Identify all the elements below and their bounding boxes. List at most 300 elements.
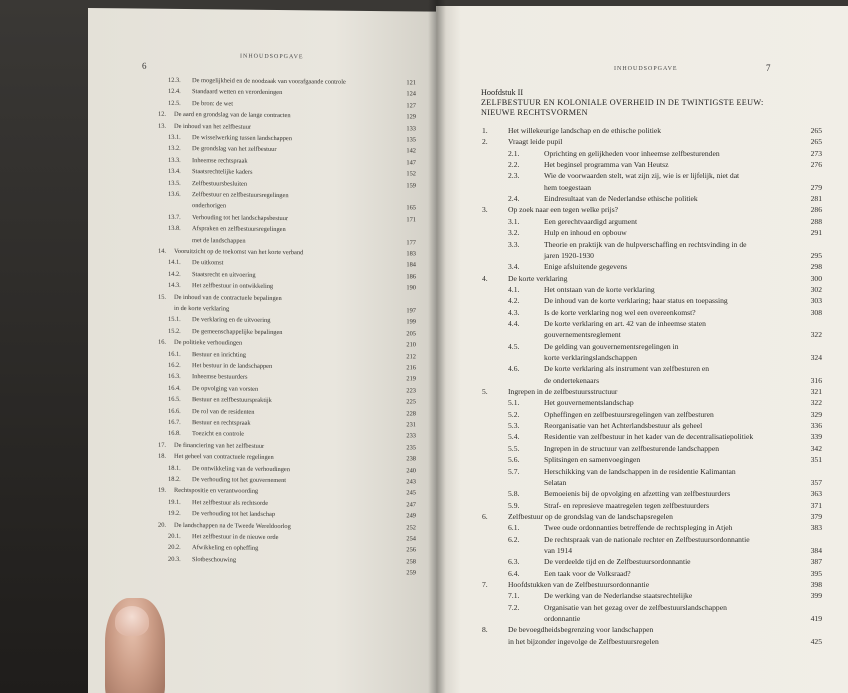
toc-entry-page: 127: [406, 102, 416, 110]
toc-entry-page: 159: [406, 181, 416, 190]
toc-entry-title: Het zelfbestuur als rechtsorde: [192, 498, 269, 507]
toc-entry-page: 259: [406, 569, 416, 577]
toc-entry-number: 7.2.: [508, 602, 520, 612]
toc-entry: [482, 160, 822, 171]
toc-entry-title: Hulp en inhoud en opbouw: [544, 228, 627, 238]
toc-entry: [482, 251, 822, 262]
toc-entry-page: 329: [810, 409, 822, 419]
toc-entry-number: 15.1.: [168, 316, 181, 324]
toc-entry-page: 395: [810, 568, 822, 578]
toc-entry-page: 252: [406, 523, 416, 532]
toc-entry-page: 256: [406, 546, 416, 554]
toc-entry-page: 205: [406, 330, 416, 338]
toc-entry-title: Bestuur en inrichting: [192, 350, 246, 359]
toc-entry-page: 279: [810, 182, 822, 192]
toc-entry-page: 190: [406, 284, 416, 292]
toc-entry: [482, 228, 822, 239]
toc-entry-number: 5.4.: [508, 432, 520, 442]
toc-entry-title: Het willekeurige landschap en de ethische politiek: [508, 126, 662, 135]
toc-entry-number: 19.2.: [168, 510, 181, 518]
toc-entry: [482, 637, 822, 648]
toc-entry-title: Hoofdstukken van de Zelfbestuursordonnantie: [508, 580, 650, 589]
toc-entry-title: De korte verklaring: [508, 273, 568, 283]
toc-entry-title: Staatsrechtelijke kaders: [192, 168, 253, 176]
toc-entry-number: 16.2.: [168, 361, 181, 369]
toc-entry-page: 384: [810, 545, 822, 555]
toc-entry-number: 14.2.: [168, 270, 181, 278]
toc-entry-page: 245: [406, 489, 416, 497]
toc-entry-title: Het geheel van contractuele regelingen: [174, 453, 274, 462]
toc-entry-number: 5.2.: [508, 409, 520, 419]
chapter-heading: [481, 88, 764, 118]
toc-entry-number: 2.: [482, 137, 488, 147]
toc-entry: [482, 625, 822, 636]
toc-entry-number: 17.: [158, 441, 166, 449]
toc-entry: [482, 580, 822, 591]
toc-entry: [482, 205, 822, 216]
toc-entry-title: De inhoud van de korte verklaring; haar status en toepassing: [544, 296, 728, 306]
toc-entry-page: 273: [810, 148, 822, 158]
toc-entry-number: 16.7.: [168, 418, 181, 426]
toc-entry-title: gouvernementsreglement: [544, 330, 621, 340]
toc-entry-page: 135: [406, 136, 416, 144]
toc-entry-title: Reorganisatie van het Achterlandsbestuur als geheel: [544, 421, 703, 431]
toc-entry: [482, 455, 822, 466]
toc-entry-title: Inheemse bestuurders: [192, 373, 248, 382]
toc-entry-page: 225: [406, 398, 416, 406]
toc-entry-number: 7.: [482, 580, 488, 589]
toc-entry-page: 339: [810, 432, 822, 442]
toc-entry: [482, 274, 822, 285]
toc-entry: [482, 319, 822, 330]
toc-entry-page: 316: [810, 375, 822, 385]
toc-entry-number: 13.1.: [168, 133, 181, 141]
toc-entry-title: De korte verklaring als instrument van zelfbesturen en: [544, 364, 710, 374]
toc-entry-number: 13.: [158, 122, 166, 130]
toc-entry-title: Zelfbestuur en zelfbestuursregelingen: [192, 191, 289, 200]
toc-entry-title: jaren 1920-1930: [544, 250, 594, 260]
toc-entry-title: in de korte verklaring: [174, 304, 230, 313]
toc-entry-number: 3.4.: [508, 262, 520, 272]
toc-entry-number: 3.1.: [508, 216, 520, 226]
toc-entry-number: 1.: [482, 126, 488, 135]
toc-entry-title: De werking van de Nederlandse staatsrechtelijke: [544, 591, 693, 601]
toc-entry-title: Opheffingen en zelfbestuursregelingen van zelfbesturen: [544, 409, 714, 419]
toc-entry: [482, 546, 822, 557]
toc-entry-page: 425: [810, 636, 822, 646]
toc-entry-number: 2.4.: [508, 194, 520, 204]
toc-entry: [158, 567, 416, 581]
toc-entry: [482, 353, 822, 364]
toc-entry-page: 152: [406, 170, 416, 178]
toc-entry-title: Afspraken en zelfbestuursregelingen: [192, 225, 286, 234]
toc-entry-title: Bestuur en zelfbestuurspraktijk: [192, 396, 272, 405]
toc-entry-page: 288: [810, 216, 822, 226]
toc-entry-page: 387: [810, 557, 822, 567]
toc-entry-number: 16.3.: [168, 373, 181, 381]
toc-entry-page: 186: [406, 273, 416, 281]
toc-entry-title: De verhouding tot het gouvernement: [192, 476, 287, 485]
toc-entry-title: Organisatie van het gezag over de zelfbestuurslandschappen: [544, 602, 727, 612]
toc-entry-title: Wie de voorwaarden stelt, wat zijn zij, wie is er lijfelijk, niet dat: [544, 171, 740, 181]
toc-entry-title: Bestuur en rechtspraak: [192, 419, 251, 427]
toc-entry-title: Theorie en praktijk van de hulpverschaffing en rechtsvinding in de: [544, 239, 747, 249]
toc-entry-title: Het gouvernementslandschap: [544, 398, 634, 408]
toc-entry-number: 12.3.: [168, 76, 181, 84]
toc-entry-page: 281: [810, 194, 822, 204]
toc-entry-title: Op zoek naar een tegen welke prijs?: [508, 205, 619, 215]
toc-entry-number: 15.2.: [168, 327, 181, 335]
toc-entry-title: Eindresultaat van de Nederlandse ethische politiek: [544, 194, 698, 204]
toc-entry-title: Residentie van zelfbestuur in het kader van de decentralisatiepolitiek: [544, 432, 754, 442]
toc-entry-number: 13.5.: [168, 179, 181, 187]
toc-entry-number: 2.1.: [508, 148, 520, 158]
toc-entry-title: Het ontstaan van de korte verklaring: [544, 284, 655, 294]
toc-entry-number: 5.9.: [508, 500, 520, 510]
toc-entry-page: 223: [406, 387, 416, 395]
toc-entry-title: De bron: de wet: [192, 99, 233, 108]
toc-entry-page: 419: [810, 614, 822, 624]
right-page: [436, 6, 848, 693]
toc-entry-number: 18.2.: [168, 475, 181, 483]
toc-entry-page: 300: [810, 273, 822, 283]
toc-entry-page: 133: [406, 124, 416, 133]
toc-entry-page: 298: [810, 262, 822, 272]
toc-entry: [482, 126, 822, 137]
toc-entry-page: 379: [810, 511, 822, 521]
toc-entry-title: De financiering van het zelfbestuur: [174, 441, 265, 450]
toc-entry-page: 258: [406, 558, 416, 566]
toc-entry-number: 3.3.: [508, 239, 520, 249]
toc-entry-page: 231: [406, 421, 416, 429]
toc-entry-number: 20.: [158, 521, 166, 529]
toc-entry-title: Staatsrecht en uitvoering: [192, 270, 256, 279]
toc-entry-page: 399: [810, 591, 822, 601]
toc-entry-page: 254: [406, 535, 416, 543]
toc-entry-number: 4.2.: [508, 296, 520, 306]
toc-entry-title: Straf- en represieve maatregelen tegen zelfbestuurders: [544, 500, 710, 510]
toc-entry: [482, 296, 822, 307]
toc-entry-title: onderhorigen: [192, 202, 227, 210]
toc-entry-page: 142: [406, 147, 416, 155]
toc-entry-page: 322: [810, 330, 822, 340]
toc-entry-title: Slotbeschouwing: [192, 555, 237, 564]
toc-entry-title: Inheemse rechtspraak: [192, 156, 248, 165]
toc-entry-number: 4.6.: [508, 364, 520, 374]
toc-entry-title: De inhoud van het zelfbestuur: [174, 122, 252, 131]
toc-entry: [482, 137, 822, 148]
toc-entry-number: 15.: [158, 293, 166, 301]
toc-entry-page: 303: [810, 296, 822, 306]
toc-entry-page: 342: [810, 443, 822, 453]
toc-entry-number: 12.4.: [168, 88, 181, 96]
toc-entry-number: 7.1.: [508, 591, 520, 601]
toc-entry-title: Een gerechtvaardigd argument: [544, 216, 638, 226]
toc-entry-title: de ondertekenaars: [544, 375, 600, 385]
toc-entry-number: 19.1.: [168, 498, 181, 506]
toc-entry-number: 3.: [482, 205, 488, 215]
toc-entry-title: De gelding van gouvernementsregelingen in: [544, 341, 679, 351]
chapter-title-line-1: ZELFBESTUUR EN KOLONIALE OVERHEID IN DE TWINTIGSTE EEUW:: [481, 98, 764, 107]
toc-entry-page: 177: [406, 238, 416, 247]
toc-entry-title: De uitkomst: [192, 259, 224, 267]
toc-entry-number: 6.1.: [508, 523, 520, 533]
toc-entry: [482, 489, 822, 500]
toc-entry-page: 321: [810, 387, 822, 397]
toc-entry-title: van 1914: [544, 545, 573, 555]
toc-entry: [482, 194, 822, 205]
toc-entry-number: 5.3.: [508, 421, 520, 431]
toc-entry-title: met de landschappen: [192, 236, 246, 245]
toc-entry-number: 13.7.: [168, 213, 181, 221]
toc-entry-page: 238: [406, 455, 416, 463]
toc-entry-title: Een taak voor de Volksraad?: [544, 568, 631, 578]
toc-entry-number: 16.8.: [168, 430, 181, 438]
toc-entry-number: 4.: [482, 273, 488, 283]
toc-entry-number: 5.8.: [508, 489, 520, 499]
toc-entry-number: 16.6.: [168, 407, 181, 415]
toc-entry-number: 16.4.: [168, 384, 181, 392]
book-gutter-shadow: [428, 0, 446, 693]
toc-entry-title: in het bijzonder ingevolge de Zelfbestuursregelen: [508, 636, 659, 646]
toc-entry-title: De rol van de residenten: [192, 407, 255, 416]
toc-entry-number: 20.3.: [168, 555, 181, 563]
toc-entry-page: 276: [810, 160, 822, 170]
toc-entry-number: 18.1.: [168, 464, 181, 472]
toc-entry-title: De opvolging van vorsten: [192, 384, 259, 393]
toc-entry-number: 4.1.: [508, 284, 520, 294]
toc-entry-page: 129: [406, 113, 416, 121]
toc-entry-title: Splitsingen en samenvoegingen: [544, 455, 641, 465]
toc-entry-title: De politieke verhoudingen: [174, 339, 243, 347]
toc-entry-title: Standaard wetten en verordeningen: [192, 88, 283, 97]
toc-entry: [482, 523, 822, 534]
toc-entry-title: Ingrepen in de structuur van zelfbesturende landschappen: [544, 443, 720, 453]
toc-entry-page: 233: [406, 432, 416, 440]
left-running-head: INHOUDSOPGAVE: [240, 53, 304, 61]
toc-entry-page: 197: [406, 307, 416, 315]
toc-entry-title: ordonnantie: [544, 614, 581, 624]
toc-entry-title: De verdeelde tijd en de Zelfbestuursordonnantie: [544, 557, 691, 567]
thumbnail-nail: [115, 606, 149, 636]
toc-entry-number: 20.1.: [168, 532, 181, 540]
toc-entry-number: 12.5.: [168, 99, 181, 107]
toc-entry: [482, 376, 822, 387]
toc-entry-number: 4.5.: [508, 341, 520, 351]
toc-entry-number: 16.: [158, 338, 166, 347]
toc-entry-page: 216: [406, 364, 416, 372]
toc-entry-page: 357: [810, 477, 822, 487]
right-page-number: 7: [766, 63, 771, 73]
toc-entry-title: Het zelfbestuur in ontwikkeling: [192, 282, 274, 291]
toc-entry: [482, 149, 822, 160]
toc-entry-title: Vooruitzicht op de toekomst van het korte verband: [174, 247, 304, 257]
toc-entry-page: 249: [406, 512, 416, 520]
toc-entry-title: De wisselwerking tussen landschappen: [192, 134, 292, 143]
toc-entry-page: 308: [810, 307, 822, 317]
toc-entry: [482, 217, 822, 228]
toc-entry-title: Enige afsluitende gegevens: [544, 262, 628, 272]
toc-entry-title: Selatan: [544, 477, 567, 487]
toc-entry: [482, 467, 822, 478]
toc-entry: [482, 512, 822, 523]
toc-entry-title: De aard en grondslag van de lange contracten: [174, 111, 291, 120]
toc-entry-page: 286: [810, 205, 822, 215]
toc-entry-number: 13.6.: [168, 190, 181, 198]
toc-entry: [482, 557, 822, 568]
toc-entry: [482, 308, 822, 319]
toc-entry-page: 247: [406, 501, 416, 509]
toc-entry-number: 4.4.: [508, 318, 520, 328]
toc-entry-title: hem toegestaan: [544, 182, 592, 192]
toc-entry-number: 20.2.: [168, 544, 181, 552]
toc-entry: [482, 240, 822, 251]
toc-entry-number: 5.7.: [508, 466, 520, 476]
toc-entry-page: 199: [406, 318, 416, 326]
toc-entry-page: 265: [810, 126, 822, 135]
toc-entry-title: Het zelfbestuur in de nieuwe orde: [192, 533, 279, 541]
toc-entry-page: 165: [406, 204, 416, 212]
toc-entry-number: 13.8.: [168, 225, 181, 233]
toc-entry: [482, 285, 822, 296]
toc-entry-page: 240: [406, 466, 416, 475]
toc-entry-number: 14.3.: [168, 282, 181, 290]
toc-entry: [482, 183, 822, 194]
toc-entry: [482, 444, 822, 455]
toc-entry-title: Herschikking van de landschappen in de residentie Kalimantan: [544, 466, 736, 476]
toc-entry-number: 8.: [482, 625, 488, 635]
toc-entry-number: 14.: [158, 247, 166, 255]
toc-entry-page: 291: [810, 228, 822, 238]
toc-entry-page: 228: [406, 409, 416, 418]
toc-entry-number: 18.: [158, 452, 166, 461]
toc-entry: [482, 614, 822, 625]
left-page: [88, 8, 440, 693]
toc-entry-number: 6.4.: [508, 568, 520, 578]
toc-entry-title: Toezicht en controle: [192, 430, 245, 439]
toc-entry-page: 295: [810, 250, 822, 260]
toc-entry-page: 235: [406, 444, 416, 452]
toc-entry-title: De grondslag van het zelfbestuur: [192, 145, 277, 154]
toc-entry-page: 243: [406, 478, 416, 486]
toc-entry-page: 324: [810, 353, 822, 362]
toc-entry-page: 302: [810, 284, 822, 294]
toc-entry-number: 19.: [158, 487, 166, 495]
toc-entry-title: De korte verklaring en art. 42 van de inheemse staten: [544, 318, 706, 328]
toc-entry-title: De verklaring en de uitvoering: [192, 316, 271, 325]
toc-entry: [482, 501, 822, 512]
right-running-head: INHOUDSOPGAVE: [614, 66, 678, 72]
toc-entry-number: 4.3.: [508, 307, 520, 317]
toc-entry-title: De landschappen na de Tweede Wereldoorlog: [174, 521, 291, 530]
toc-entry: [482, 342, 822, 353]
toc-entry-title: De bevoegdheidsbegrenzing voor landschappen: [508, 625, 654, 635]
toc-entry-page: 121: [406, 79, 416, 87]
chapter-label: Hoofdstuk II: [481, 88, 524, 97]
left-page-number: 6: [142, 60, 147, 71]
toc-entry-number: 16.1.: [168, 350, 181, 358]
toc-entry-number: 12.: [158, 110, 166, 119]
toc-entry-title: Bemoeienis bij de opvolging en afzetting van zelfbestuurders: [544, 489, 731, 499]
toc-entry: [482, 421, 822, 432]
toc-entry: [482, 591, 822, 602]
toc-entry-page: 363: [810, 489, 822, 499]
toc-entry-number: 16.5.: [168, 396, 181, 404]
toc-entry-page: 336: [810, 421, 822, 431]
toc-entry-title: De gemeenschappelijke bepalingen: [192, 327, 283, 336]
toc-entry-number: 5.5.: [508, 443, 520, 453]
toc-entry-page: 351: [810, 455, 822, 465]
toc-entry-number: 5.1.: [508, 398, 520, 408]
toc-entry: [482, 410, 822, 421]
toc-entry-page: 398: [810, 580, 822, 589]
toc-entry-page: 322: [810, 398, 822, 408]
toc-entry-title: Ingrepen in de zelfbestuursstructuur: [508, 387, 618, 397]
toc-entry-title: Is de korte verklaring nog wel een overeenkomst?: [544, 307, 696, 317]
toc-entry-number: 13.3.: [168, 156, 181, 164]
toc-entry-title: Oprichting en gelijkheden voor inheemse zelfbesturenden: [544, 148, 720, 158]
toc-entry: [482, 535, 822, 546]
toc-entry-page: 210: [406, 341, 416, 349]
toc-entry-page: 184: [406, 261, 416, 269]
toc-entry-title: De verhouding tot het landschap: [192, 510, 276, 519]
toc-entry: [482, 171, 822, 182]
toc-entry-number: 14.1.: [168, 259, 181, 267]
toc-entry-page: 383: [810, 523, 822, 533]
toc-entry-number: 3.2.: [508, 228, 520, 238]
toc-entry-page: 171: [406, 216, 416, 224]
toc-entry: [482, 603, 822, 614]
toc-entry-number: 6.2.: [508, 534, 520, 544]
toc-entry-title: Het bestuur in de landschappen: [192, 362, 273, 370]
chapter-title-line-2: NIEUWE RECHTSVORMEN: [481, 108, 588, 117]
toc-entry: [482, 262, 822, 273]
toc-entry-number: 13.2.: [168, 145, 181, 153]
toc-entry-page: 212: [406, 352, 416, 361]
toc-entry-title: korte verklaringslandschappen: [544, 353, 637, 362]
toc-entry-title: De rechtspraak van de nationale rechter en Zelfbestuursordonnantie: [544, 534, 750, 544]
toc-entry-title: De ontwikkeling van de verhoudingen: [192, 464, 290, 473]
toc-entry: [482, 432, 822, 443]
toc-entry-page: 371: [810, 500, 822, 510]
toc-entry-number: 13.4.: [168, 168, 181, 176]
toc-entry-title: Het beginsel programma van Van Heutsz: [544, 160, 669, 170]
toc-entry-number: 6.: [482, 511, 488, 521]
toc-entry-title: Zelfbestuur op de grondslag van de landschapsregelen: [508, 511, 673, 521]
toc-entry-page: 147: [406, 159, 416, 167]
toc-entry: [482, 569, 822, 580]
toc-entry-title: Zelfbestuursbesluiten: [192, 179, 248, 188]
toc-entry-title: Twee oude ordonnanties betreffende de rechtspleging in Atjeh: [544, 523, 733, 533]
toc-entry-page: 219: [406, 375, 416, 383]
toc-entry-title: Verhouding tot het landschapsbestuur: [192, 213, 289, 222]
toc-entry-number: 5.: [482, 387, 488, 397]
toc-entry-page: 124: [406, 90, 416, 98]
toc-entry: [482, 364, 822, 375]
toc-entry-number: 5.6.: [508, 455, 520, 465]
toc-entry: [482, 398, 822, 409]
toc-entry-title: Afwikkeling en opheffing: [192, 544, 259, 553]
toc-entry-number: 6.3.: [508, 557, 520, 567]
toc-entry-title: Rechtspositie en verantwoording: [174, 487, 259, 496]
toc-entry: [482, 478, 822, 489]
toc-entry: [482, 387, 822, 398]
toc-entry-page: 265: [810, 137, 822, 147]
toc-entry-title: De inhoud van de contractuele bepalingen: [174, 293, 282, 302]
toc-entry-page: 183: [406, 250, 416, 258]
toc-entry-title: Vraagt leide pupil: [508, 137, 563, 147]
toc-entry-number: 2.2.: [508, 160, 520, 170]
